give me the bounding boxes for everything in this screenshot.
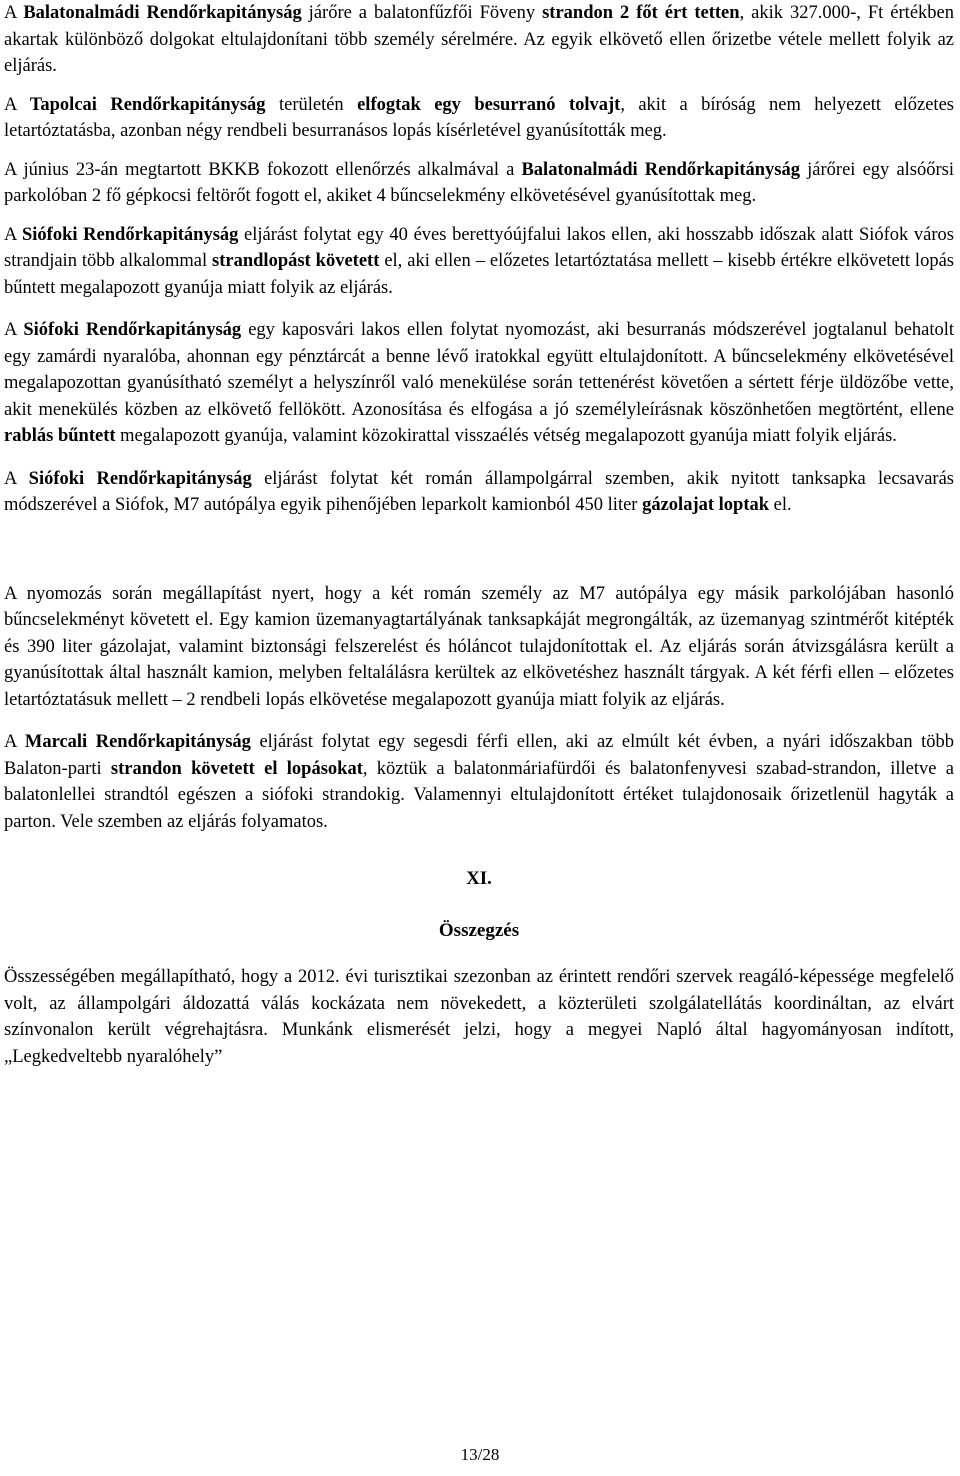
bold-text-run: rablás bűntett (4, 426, 116, 446)
bold-text-run: Balatonalmádi Rendőrkapitányság (521, 159, 801, 180)
bold-text-run: elfogtak egy besurranó tolvajt (357, 94, 621, 115)
bold-text-run: Marcali Rendőrkapitányság (24, 732, 251, 752)
text-run: A (4, 468, 29, 489)
bold-text-run: Siófoki Rendőrkapitányság (22, 224, 239, 245)
text-run: A nyomozás során megállapítást nyert, hogy a két román személy az M7 autópálya egy másik parkolójában hasonló bűncselekményt követett el. Egy kamion üzemanyagtartályának tanksapkáját megrongálták, az üzemanyag szintmérőt kitépték és 390 liter gázolajat, valamint biztonsági felszerelést és hóláncot tulajdonítottak el. Az eljárás során átvizsgálásra került a gyanúsítottak által használt kamion, melyben feltalálásra kerültek az elkövetéshez használt tárgyak. A két férfi ellen – előzetes letartóztatásuk mellett – 2 rendbeli lopás elkövetése megalapozott gyanúja miatt folyik az eljárás. (4, 583, 954, 710)
text-run: járőrei egy alsóőrsi parkolóban 2 fő gépkocsi feltörőt fogott el, akiket 4 bűncselekmény elkövetésével gyanúsítottak meg. (4, 159, 954, 206)
paragraph-siofok-rablas (4, 317, 954, 450)
paragraph-summary: Összességében megállapítható, hogy a 2012. évi turisztikai szezonban az érintett rendőri szervek reagáló-képessége megfelelő volt, az állampolgári áldozattá válás kockázata nem növekedett, a közterületi szolgálatellátás koordináltan, az elvárt színvonalon került végrehajtásra. Munkánk elismerését jelzi, hogy a megyei Napló által hagyományosan indított, „Legkedveltebb nyaralóhely” (4, 967, 954, 1067)
paragraph-tapolca-tolvaj (4, 92, 954, 145)
bold-text-run: Siófoki Rendőrkapitányság (28, 468, 252, 489)
text-run: járőre a balatonfűzfői Föveny (301, 3, 543, 23)
bold-text-run: strandlopást követett (212, 251, 380, 271)
text-run: A (4, 732, 25, 752)
page-number: 13/28 (460, 1445, 500, 1464)
bold-text-run: strandon követett el lopásokat (110, 758, 363, 779)
bold-text-run: Balatonalmádi Rendőrkapitányság (23, 3, 302, 23)
bold-text-run: Siófoki Rendőrkapitányság (23, 320, 242, 340)
paragraph-bkkb-ellenorzes (4, 157, 954, 210)
document-page (4, 0, 954, 1070)
text-run: A (4, 3, 24, 23)
paragraph-balatonalmadi-strand (4, 0, 954, 80)
text-run: , akik 327.000-, Ft értékben akartak különböző dolgokat eltulajdonítani több személy sérelmére. Az egyik elkövető ellen őrizetbe vétele mellett folyik az eljárás. (4, 3, 954, 76)
bold-text-run: gázolajat loptak (642, 495, 770, 515)
text-run: A (4, 224, 22, 245)
text-run: A (4, 94, 30, 115)
text-run: eljárást folytat egy 40 éves berettyóújfalui lakos ellen, aki hosszabb időszak alatt Siófok város strandjain több alkalommal (4, 224, 955, 271)
text-run: területén (265, 94, 358, 115)
paragraph-nyomozas-m7 (4, 581, 954, 714)
text-run: egy kaposvári lakos ellen folytat nyomozást, aki besurranás módszerével jogtalanul behatolt egy zamárdi nyaralóba, ahonnan egy pénztárcát a benne lévő iratokkal együtt eltulajdonított. A bűncselekmény elkövetésével megalapozottan gyanúsítható személyt a helyszínről való menekülése során tettenérést követően a sértett férje üldözőbe vette, akit menekülés közben az elkövető fellökött. Azonosítása és elfogása a jó személyleírásnak köszönhetően megtörtént, ellene (4, 320, 954, 420)
paragraph-siofok-strandlopas (4, 222, 954, 302)
bold-text-run: strandon 2 főt ért tetten (542, 3, 740, 23)
text-run: el. (769, 495, 792, 515)
text-run: eljárást folytat két román állampolgárral szemben, akik nyitott tanksapka lecsavarás módszerével a Siófok, M7 autópálya egyik pihenőjében leparkolt kamionból 450 liter (4, 468, 954, 515)
paragraph-siofok-gazolaj (4, 466, 954, 519)
text-run: el, aki ellen – előzetes letartóztatása mellett – kisebb értékre elkövetett lopás bűntett megalapozott gyanúja miatt folyik az eljárás. (4, 251, 954, 298)
section-title: Összegzés (438, 920, 520, 941)
text-run: A június 23-án megtartott BKKB fokozott ellenőrzés alkalmával a (4, 159, 522, 180)
text-run: eljárást folytat egy segesdi férfi ellen, aki az elmúlt két évben, a nyári időszakban több Balaton-parti (4, 732, 954, 779)
section-number: XI. (466, 868, 492, 889)
text-run: , akit a bíróság nem helyezett előzetes letartóztatásba, azonban négy rendbeli besurranásos lopás kísérletével gyanúsították meg. (4, 94, 954, 141)
paragraph-marcali-lopasok (4, 729, 954, 835)
bold-text-run: Tapolcai Rendőrkapitányság (29, 94, 266, 115)
text-run: , köztük a balatonmáriafürdői és balatonfenyvesi szabad-strandon, illetve a balatonlellei strandtól egészen a siófoki strandokig. Valamennyi eltulajdonított értéket tulajdonosaik őrizetlenül hagyták a parton. Vele szemben az eljárás folyamatos. (4, 758, 954, 832)
text-run: A (4, 320, 24, 340)
text-run: megalapozott gyanúja, valamint közokirattal visszaélés vétség megalapozott gyanúja miatt folyik eljárás. (115, 426, 897, 446)
